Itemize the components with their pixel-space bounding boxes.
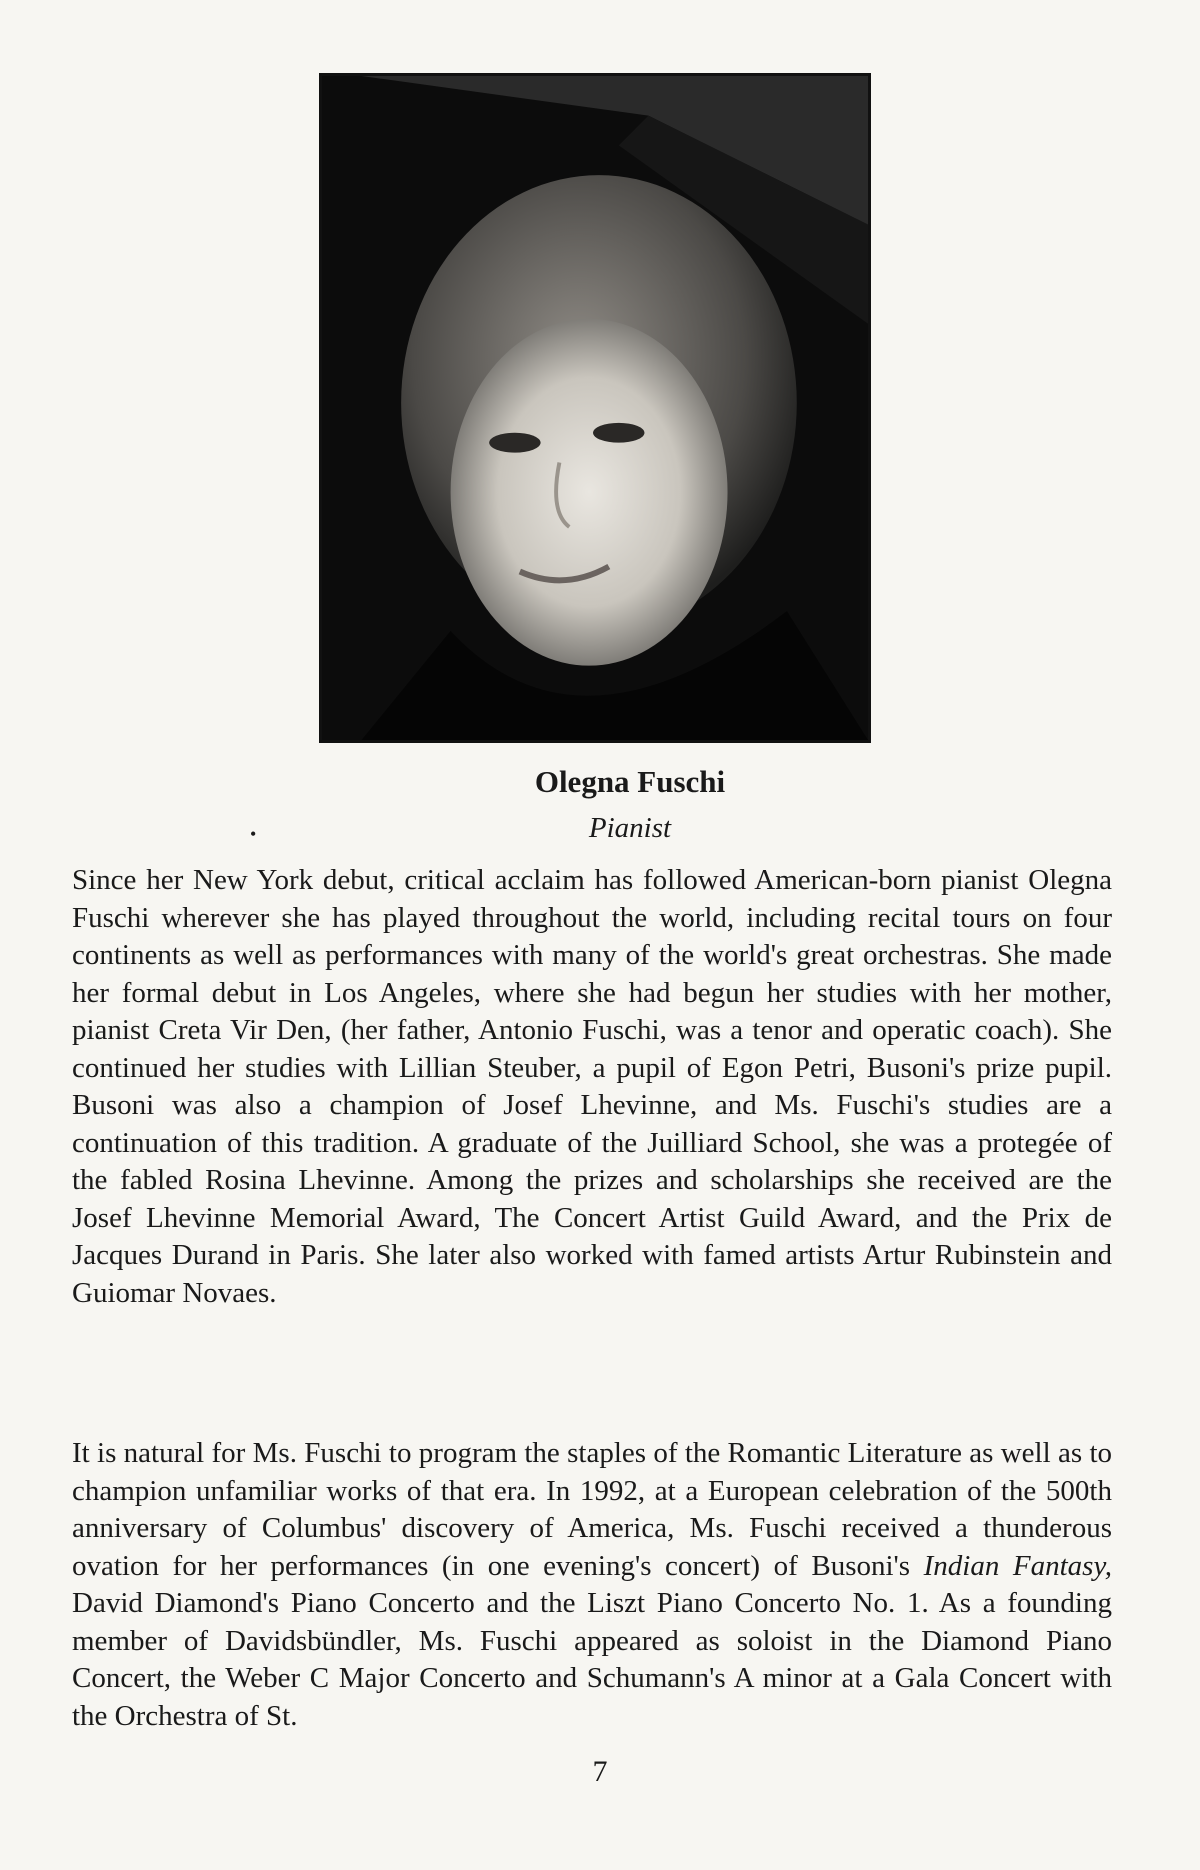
stray-bullet-mark: • (250, 824, 257, 844)
performer-name: Olegna Fuschi (534, 764, 726, 799)
bio-paragraph-2-part1: It is natural for Ms. Fuschi to program the staples of the Romantic Literature as well as to champion unfamiliar works of that era. In 1992, at a European celebration of the 500th anniversary of Columbus' discovery of America, Ms. Fuschi received a thunderous ovation for her performances (in one evening's concert) of Busoni's (72, 1437, 1112, 1582)
bio-paragraph-2-italic-title: Indian Fantasy, (923, 1549, 1112, 1582)
performer-role: Pianist (588, 812, 672, 844)
page-number: 7 (592, 1755, 608, 1788)
bio-paragraph-2 (72, 1435, 1112, 1735)
portrait-image (322, 76, 868, 740)
portrait-photo (319, 73, 871, 743)
bio-paragraph-2-part2: David Diamond's Piano Concerto and the Liszt Piano Concerto No. 1. As a founding member of Davidsbündler, Ms. Fuschi appeared as soloist in the Diamond Piano Concert, the Weber C Major Concerto and Schumann's A minor at a Gala Concert with the Orchestra of St. (72, 1587, 1112, 1732)
bio-paragraph-1: Since her New York debut, critical acclaim has followed American-born pianist Olegna Fuschi wherever she has played throughout the world, including recital tours on four continents as well as performances with many of the world's great orchestras. She made her formal debut in Los Angeles, where she had begun her studies with her mother, pianist Creta Vir Den, (her father, Antonio Fuschi, was a tenor and operatic coach). She continued her studies with Lillian Steuber, a pupil of Egon Petri, Busoni's prize pupil. Busoni was also a champion of Josef Lhevinne, and Ms. Fuschi's studies are a continuation of this tradition. A graduate of the Juilliard School, she was a protegée of the fabled Rosina Lhevinne. Among the prizes and scholarships she received are the Josef Lhevinne Memorial Award, The Concert Artist Guild Award, and the Prix de Jacques Durand in Paris. She later also worked with famed artists Artur Rubinstein and Guiomar Novaes. (72, 864, 1112, 1309)
